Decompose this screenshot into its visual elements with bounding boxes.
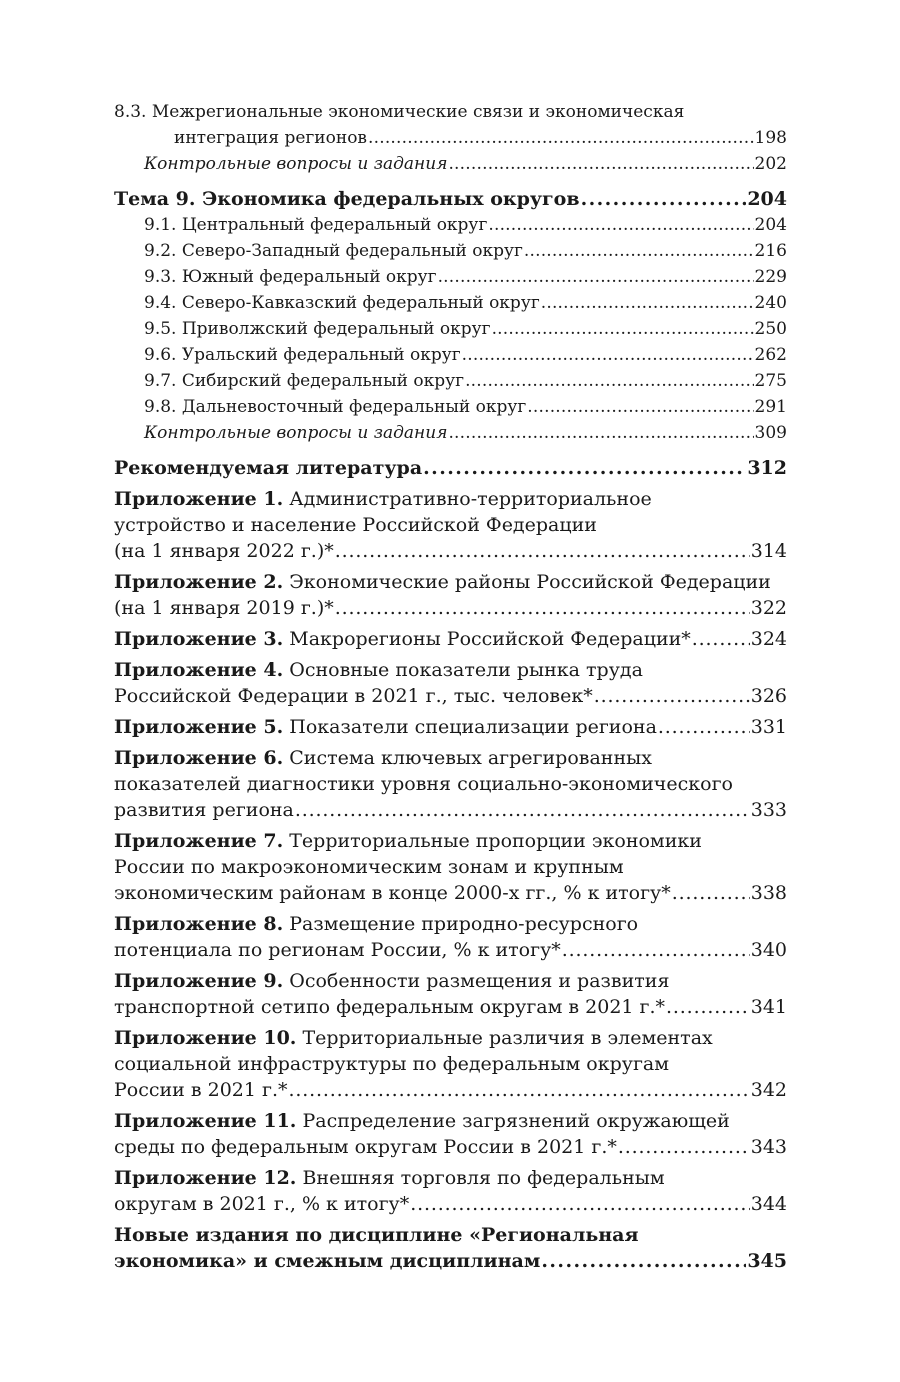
entry-title: интеграция регионов <box>174 128 367 148</box>
appendix-label: Приложение 7. <box>114 830 284 852</box>
dot-leader <box>423 455 746 481</box>
page-number: 291 <box>754 397 787 417</box>
entry-text-line: 8.3. Межрегиональные экономические связи и экономическая <box>114 102 685 122</box>
toc-entry[interactable] <box>114 99 787 151</box>
entry-title: потенциала по регионам России, % к итогу* <box>114 939 561 961</box>
page-number: 229 <box>754 267 787 287</box>
entry-title: 9.5. Приволжский федеральный округ <box>144 319 491 339</box>
page-number: 343 <box>750 1136 787 1158</box>
entry-title: 9.4. Северо-Кавказский федеральный округ <box>144 293 540 313</box>
entry-text-line: показателей диагностики уровня социально-экономического <box>114 773 733 795</box>
page-number: 202 <box>754 154 787 174</box>
toc-entry[interactable] <box>114 1025 787 1103</box>
dot-leader <box>488 212 753 238</box>
toc-entry[interactable] <box>114 264 787 290</box>
toc-entry[interactable] <box>114 420 787 446</box>
dot-leader <box>335 538 750 564</box>
toc-entry[interactable] <box>114 238 787 264</box>
dot-leader <box>594 683 750 709</box>
dot-leader <box>524 238 754 264</box>
toc-entry[interactable] <box>114 745 787 823</box>
dot-leader <box>295 797 750 823</box>
page-number: 216 <box>754 241 787 261</box>
toc-entry[interactable] <box>114 455 787 481</box>
appendix-label: Приложение 9. <box>114 970 284 992</box>
toc-entry[interactable] <box>114 657 787 709</box>
table-of-contents <box>114 99 787 1274</box>
page-number: 312 <box>747 457 787 479</box>
dot-leader <box>692 626 750 652</box>
appendix-label: Приложение 12. <box>114 1167 297 1189</box>
entry-title: 9.7. Сибирский федеральный округ <box>144 371 465 391</box>
toc-entry[interactable] <box>114 212 787 238</box>
toc-entry[interactable] <box>114 626 787 652</box>
page-number: 250 <box>754 319 787 339</box>
toc-entry[interactable] <box>114 290 787 316</box>
entry-title: развития региона <box>114 799 294 821</box>
toc-entry[interactable] <box>114 828 787 906</box>
entry-text-line: России по макроэкономическим зонам и крупным <box>114 856 624 878</box>
entry-title: 9.8. Дальневосточный федеральный округ <box>144 397 527 417</box>
dot-leader <box>666 994 750 1020</box>
dot-leader <box>410 1191 750 1217</box>
toc-entry[interactable] <box>114 394 787 420</box>
entry-title: 9.6. Уральский федеральный округ <box>144 345 461 365</box>
dot-leader <box>581 186 747 212</box>
toc-entry[interactable] <box>114 968 787 1020</box>
entry-title: (на 1 января 2019 г.)* <box>114 597 334 619</box>
dot-leader <box>672 880 750 906</box>
entry-title: округам в 2021 г., % к итогу* <box>114 1193 410 1215</box>
entry-text-line: Приложение 1. Административно-территориальное <box>114 488 652 510</box>
toc-entry[interactable] <box>114 186 787 212</box>
entry-title: 9.1. Центральный федеральный округ <box>144 215 488 235</box>
toc-entry[interactable] <box>114 911 787 963</box>
entry-text-line: Приложение 6. Система ключевых агрегированных <box>114 747 652 769</box>
appendix-label: Приложение 3. <box>114 628 284 650</box>
dot-leader <box>465 368 753 394</box>
page-number: 342 <box>750 1079 787 1101</box>
entry-text-line: Новые издания по дисциплине «Региональная <box>114 1224 639 1246</box>
entry-title: Российской Федерации в 2021 г., тыс. человек* <box>114 685 593 707</box>
dot-leader <box>462 342 754 368</box>
dot-leader <box>368 125 754 151</box>
entry-text-line: устройство и население Российской Федерации <box>114 514 597 536</box>
page-number: 275 <box>754 371 787 391</box>
toc-entry[interactable] <box>114 1165 787 1217</box>
entry-title: Тема 9. Экономика федеральных округов <box>114 188 580 210</box>
dot-leader <box>448 151 753 177</box>
entry-text-line: социальной инфраструктуры по федеральным округам <box>114 1053 670 1075</box>
entry-text-line: Приложение 11. Распределение загрязнений окружающей <box>114 1110 730 1132</box>
toc-entry[interactable] <box>114 1222 787 1274</box>
entry-title: (на 1 января 2022 г.)* <box>114 540 334 562</box>
toc-entry[interactable] <box>114 151 787 177</box>
page-number: 198 <box>754 128 787 148</box>
entry-title: экономическим районам в конце 2000-х гг., % к итогу* <box>114 882 671 904</box>
entry-title: Приложение 3. Макрорегионы Российской Федерации* <box>114 628 691 650</box>
dot-leader <box>541 290 754 316</box>
dot-leader <box>618 1134 750 1160</box>
appendix-label: Приложение 6. <box>114 747 284 769</box>
toc-entry[interactable] <box>114 1108 787 1160</box>
page-number: 204 <box>754 215 787 235</box>
page-number: 345 <box>747 1250 787 1272</box>
dot-leader <box>335 595 750 621</box>
appendix-label: Приложение 10. <box>114 1027 297 1049</box>
dot-leader <box>562 937 750 963</box>
page-number: 240 <box>754 293 787 313</box>
entry-title: 9.2. Северо-Западный федеральный округ <box>144 241 523 261</box>
appendix-label: Приложение 8. <box>114 913 284 935</box>
toc-entry[interactable] <box>114 569 787 621</box>
appendix-label: Приложение 1. <box>114 488 284 510</box>
entry-title: 9.3. Южный федеральный округ <box>144 267 437 287</box>
entry-text-line: Приложение 12. Внешняя торговля по федеральным <box>114 1167 665 1189</box>
entry-title: Приложение 5. Показатели специализации региона <box>114 716 657 738</box>
page-number: 326 <box>750 685 787 707</box>
toc-entry[interactable] <box>114 368 787 394</box>
dot-leader <box>527 394 753 420</box>
page-number: 314 <box>750 540 787 562</box>
toc-entry[interactable] <box>114 714 787 740</box>
entry-title: Контрольные вопросы и задания <box>144 423 448 443</box>
dot-leader <box>438 264 754 290</box>
page-number: 262 <box>754 345 787 365</box>
toc-entry[interactable] <box>114 342 787 368</box>
toc-entry[interactable] <box>114 486 787 564</box>
toc-entry[interactable] <box>114 316 787 342</box>
page-number: 324 <box>750 628 787 650</box>
entry-text-line: Приложение 7. Территориальные пропорции экономики <box>114 830 702 852</box>
appendix-label: Приложение 2. <box>114 571 284 593</box>
entry-text-line: Приложение 8. Размещение природно-ресурсного <box>114 913 639 935</box>
page-number: 338 <box>750 882 787 904</box>
dot-leader <box>448 420 753 446</box>
dot-leader <box>289 1077 750 1103</box>
dot-leader <box>658 714 750 740</box>
page-number: 309 <box>754 423 787 443</box>
page-number: 341 <box>750 996 787 1018</box>
page-number: 344 <box>750 1193 787 1215</box>
page-number: 331 <box>750 716 787 738</box>
appendix-label: Приложение 4. <box>114 659 284 681</box>
entry-title: Контрольные вопросы и задания <box>144 154 448 174</box>
entry-title: России в 2021 г.* <box>114 1079 288 1101</box>
dot-leader <box>492 316 754 342</box>
entry-title: экономика» и смежным дисциплинам <box>114 1250 541 1272</box>
entry-text-line: Приложение 2. Экономические районы Российской Федерации <box>114 571 771 593</box>
page-number: 340 <box>750 939 787 961</box>
entry-title: Рекомендуемая литература <box>114 457 423 479</box>
page-number: 322 <box>750 597 787 619</box>
entry-title: среды по федеральным округам России в 2021 г.* <box>114 1136 617 1158</box>
page-number: 204 <box>747 188 787 210</box>
entry-text-line: Приложение 9. Особенности размещения и развития <box>114 970 670 992</box>
dot-leader <box>541 1248 746 1274</box>
appendix-label: Приложение 11. <box>114 1110 297 1132</box>
entry-title: транспортной сетипо федеральным округам в 2021 г.* <box>114 996 666 1018</box>
entry-text-line: Приложение 4. Основные показатели рынка труда <box>114 659 643 681</box>
page-number: 333 <box>750 799 787 821</box>
entry-text-line: Приложение 10. Территориальные различия в элементах <box>114 1027 713 1049</box>
appendix-label: Приложение 5. <box>114 716 284 738</box>
